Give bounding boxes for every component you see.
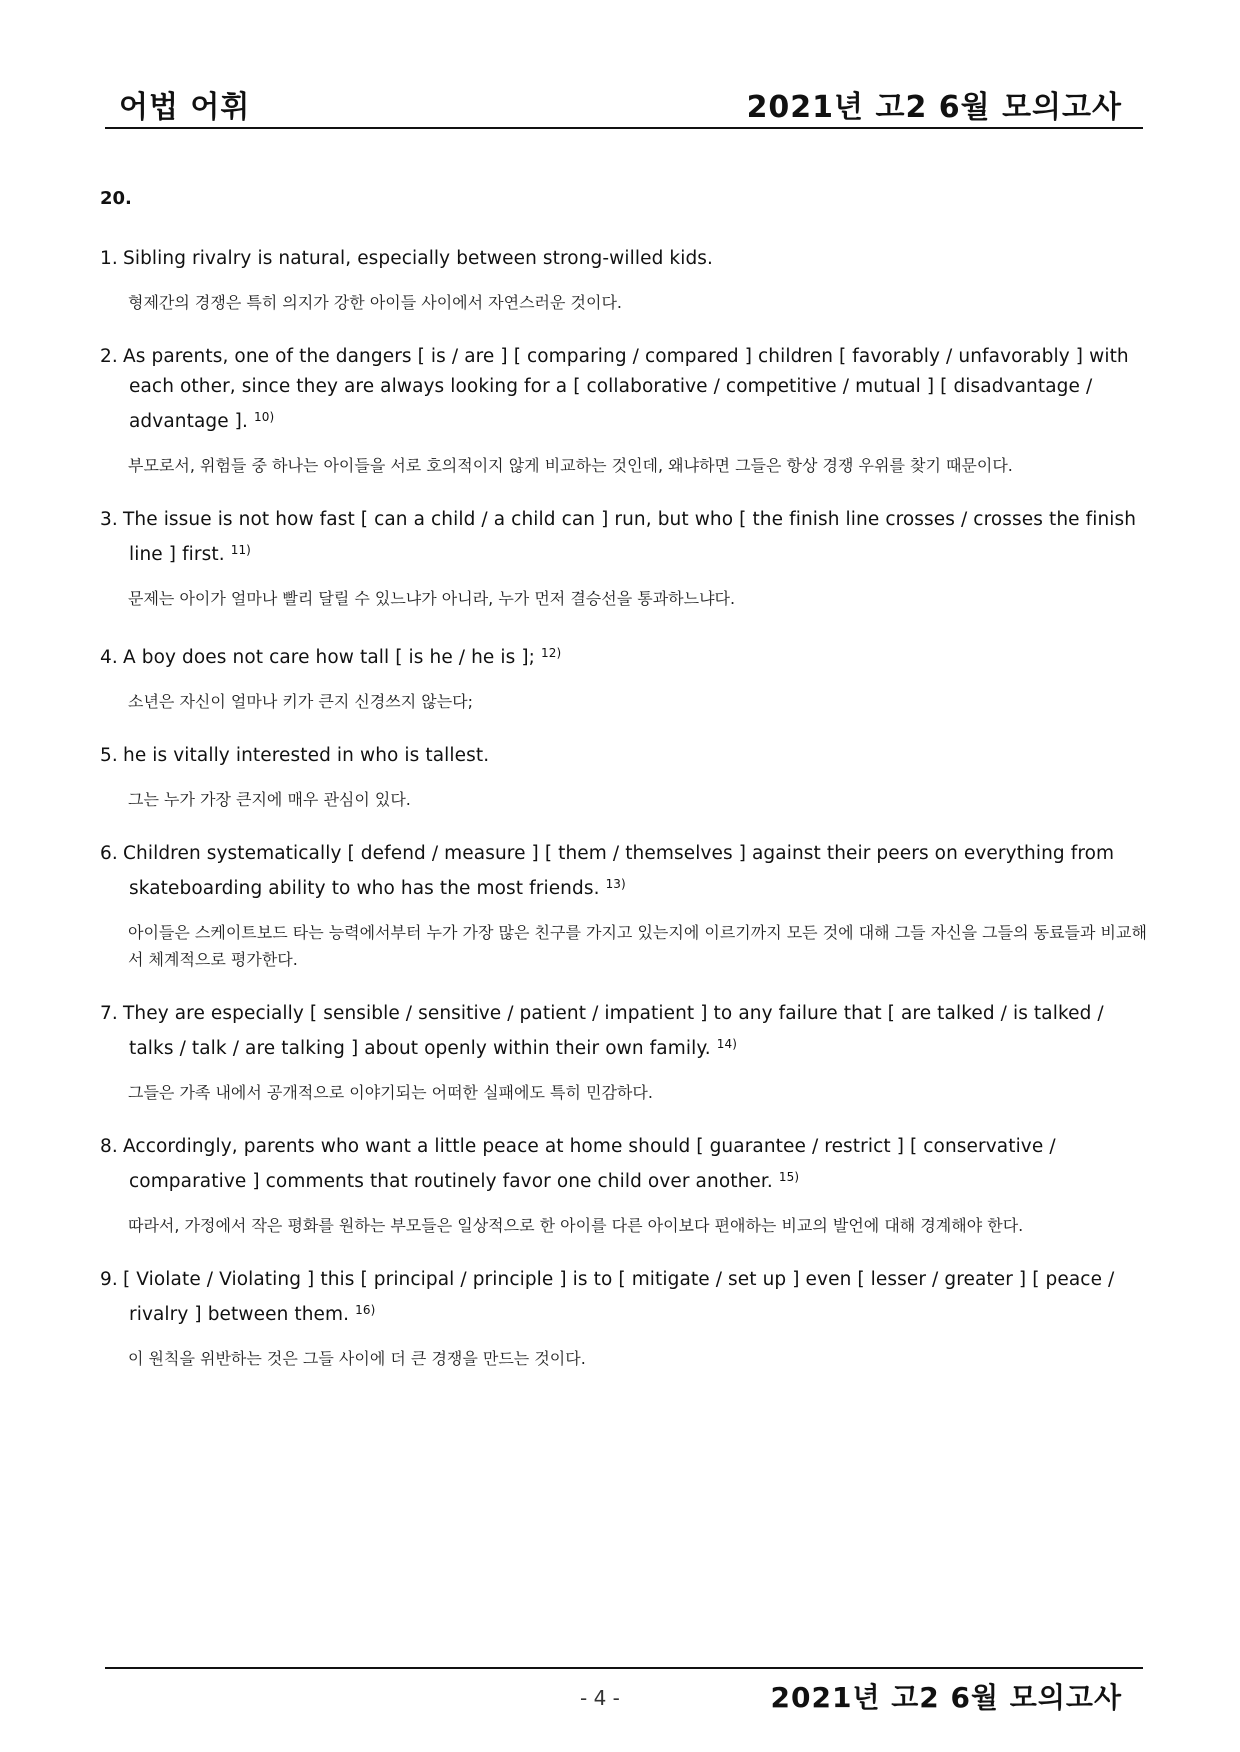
footnote-ref: 15) — [778, 1170, 800, 1184]
header-title: 어법 어휘 — [119, 90, 251, 125]
question-number: 20. — [100, 188, 132, 209]
item-number: 4. — [100, 647, 118, 668]
list-item — [100, 839, 1150, 973]
footer-exam-title: 2021년 고2 6월 모의고사 — [770, 1681, 1122, 1714]
korean-translation: 그는 누가 가장 큰지에 매우 관심이 있다. — [128, 790, 411, 809]
item-number: 8. — [100, 1136, 118, 1157]
list-item — [100, 1132, 1150, 1239]
english-text: Accordingly, parents who want a little peace at home should [ guarantee / restrict ] [ conservative / comparative ] comments that routinely favor one child over another. — [123, 1136, 1056, 1192]
item-number: 3. — [100, 509, 118, 530]
item-number: 9. — [100, 1269, 118, 1290]
english-text: The issue is not how fast [ can a child / a child can ] run, but who [ the finish line crosses / crosses the finish line ] first. — [123, 509, 1137, 565]
english-text: As parents, one of the dangers [ is / are ] [ comparing / compared ] children [ favorably / unfavorably ] with each other, since they are always looking for a [ collaborative / competitive / mutual ] [ disadvantage / advantage ]. — [123, 346, 1129, 432]
list-item — [100, 741, 1150, 813]
list-item — [100, 505, 1150, 612]
item-number: 5. — [100, 745, 118, 766]
english-sentence — [100, 244, 1150, 274]
list-item — [100, 999, 1150, 1106]
english-text: Children systematically [ defend / measure ] [ them / themselves ] against their peers on everything from skateboarding ability to who has the most friends. — [123, 843, 1115, 899]
english-text: [ Violate / Violating ] this [ principal / principle ] is to [ mitigate / set up ] even [ lesser / greater ] [ peace / rivalry ] between them. — [123, 1269, 1115, 1325]
footnote-ref: 11) — [230, 543, 251, 557]
question-items — [100, 244, 1150, 1398]
footnote-ref: 14) — [716, 1037, 737, 1051]
footer-divider — [105, 1667, 1143, 1669]
list-item — [100, 342, 1150, 479]
english-sentence — [100, 505, 1150, 570]
item-number: 2. — [100, 346, 118, 367]
english-sentence — [100, 342, 1150, 437]
page-number: - 4 - — [580, 1686, 620, 1710]
list-item — [100, 1265, 1150, 1372]
korean-translation: 소년은 자신이 얼마나 키가 큰지 신경쓰지 않는다; — [128, 692, 474, 711]
korean-translation: 문제는 아이가 얼마나 빨리 달릴 수 있느냐가 아니라, 누가 먼저 결승선을 통과하느냐다. — [128, 589, 736, 608]
english-sentence — [100, 1265, 1150, 1330]
korean-translation: 이 원칙을 위반하는 것은 그들 사이에 더 큰 경쟁을 만드는 것이다. — [128, 1349, 586, 1368]
korean-translation: 아이들은 스케이트보드 타는 능력에서부터 누가 가장 많은 친구를 가지고 있는지에 이르기까지 모든 것에 대해 그들 자신을 그들의 동료들과 비교해서 체계적으로 평가한다. — [128, 923, 1147, 969]
english-text: A boy does not care how tall [ is he / he is ]; — [123, 647, 535, 668]
footnote-ref: 13) — [605, 877, 626, 891]
korean-translation: 따라서, 가정에서 작은 평화를 원하는 부모들은 일상적으로 한 아이를 다른 아이보다 편애하는 비교의 발언에 대해 경계해야 한다. — [128, 1216, 1024, 1235]
item-number: 7. — [100, 1003, 118, 1024]
footnote-ref: 12) — [541, 646, 562, 660]
english-sentence — [100, 839, 1150, 904]
english-text: he is vitally interested in who is tallest. — [123, 745, 490, 766]
header-divider — [105, 127, 1143, 129]
footnote-ref: 16) — [355, 1303, 376, 1317]
english-text: They are especially [ sensible / sensitive / patient / impatient ] to any failure that [ are talked / is talked / talks / talk / are talking ] about openly within their own family. — [123, 1003, 1104, 1059]
korean-translation: 부모로서, 위험들 중 하나는 아이들을 서로 호의적이지 않게 비교하는 것인데, 왜냐하면 그들은 항상 경쟁 우위를 찾기 때문이다. — [128, 456, 1013, 475]
footnote-ref: 10) — [253, 410, 275, 424]
english-sentence — [100, 1132, 1150, 1197]
korean-translation: 그들은 가족 내에서 공개적으로 이야기되는 어떠한 실패에도 특히 민감하다. — [128, 1083, 653, 1102]
english-text: Sibling rivalry is natural, especially between strong-willed kids. — [123, 248, 714, 269]
list-item — [100, 244, 1150, 316]
english-sentence — [100, 638, 1150, 673]
list-item — [100, 638, 1150, 715]
korean-translation: 형제간의 경쟁은 특히 의지가 강한 아이들 사이에서 자연스러운 것이다. — [128, 293, 622, 312]
english-sentence — [100, 999, 1150, 1064]
header-exam-title: 2021년 고2 6월 모의고사 — [746, 90, 1122, 125]
item-number: 1. — [100, 248, 118, 269]
item-number: 6. — [100, 843, 118, 864]
english-sentence — [100, 741, 1150, 771]
